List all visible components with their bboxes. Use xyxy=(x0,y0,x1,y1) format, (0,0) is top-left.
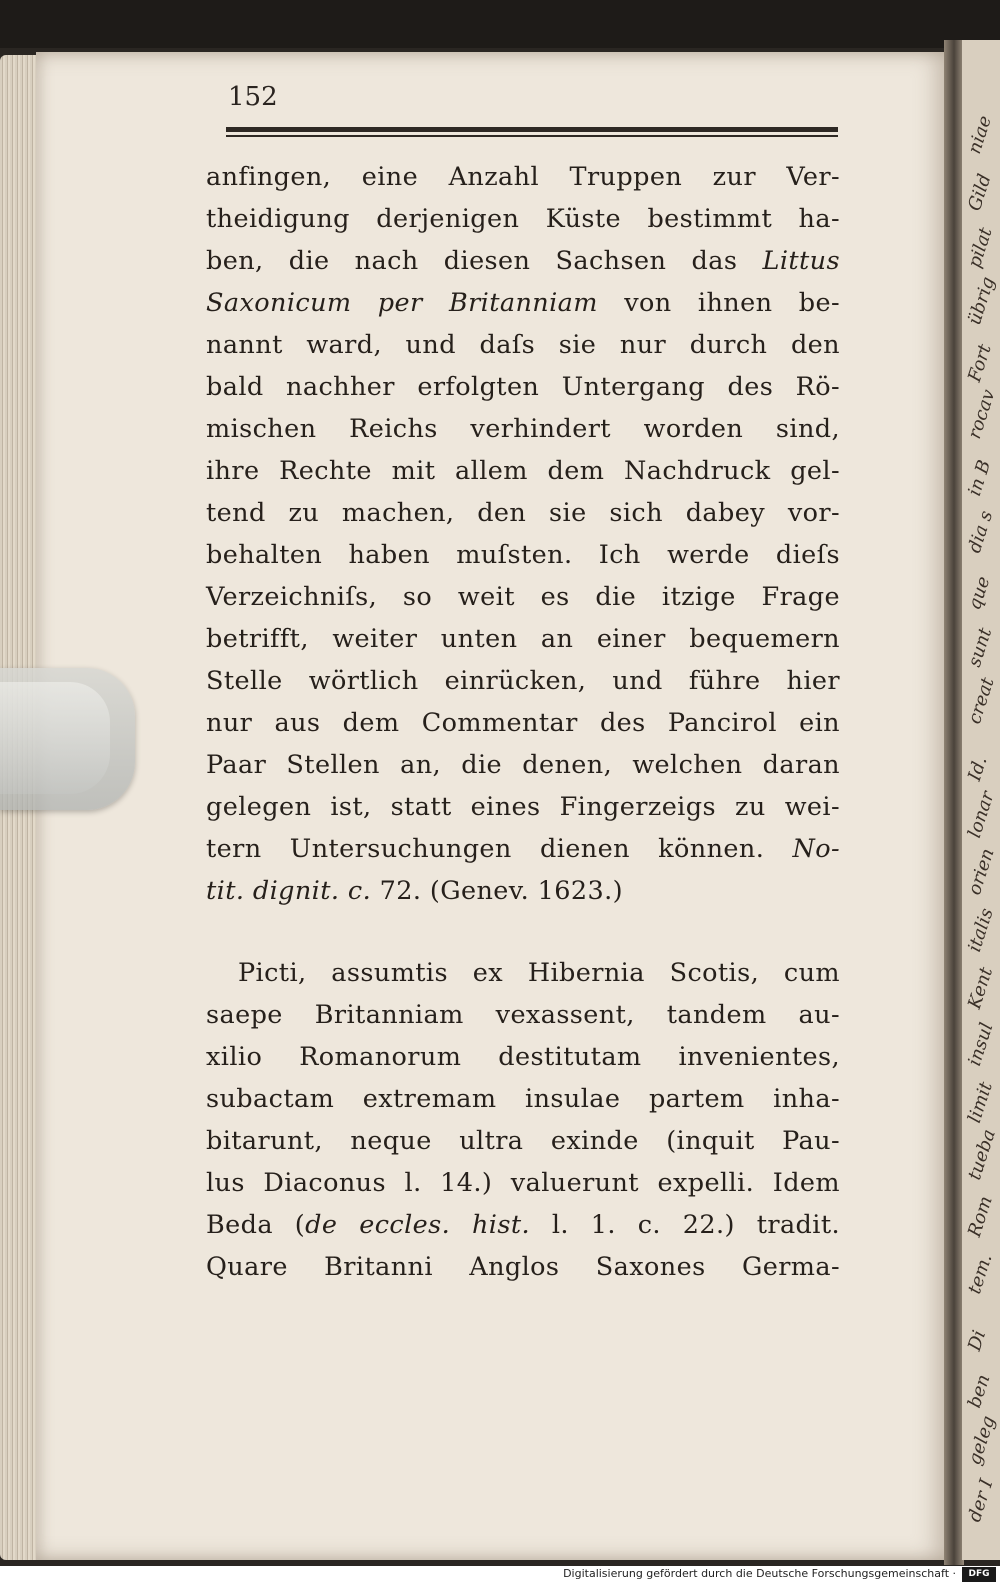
scan-background xyxy=(0,0,1000,48)
facing-page-word: niae xyxy=(964,113,996,157)
text-line xyxy=(206,240,840,282)
facing-page-word: creat xyxy=(964,675,999,727)
facing-page-word: Kent xyxy=(964,964,998,1012)
text-line: Verzeichniſs, so weit es die itzige Frage xyxy=(206,582,840,612)
facing-page-word: geleg xyxy=(964,1413,1000,1468)
text-line: anfingen, eine Anzahl Truppen zur Ver- xyxy=(206,162,840,192)
facing-page-word: dia s xyxy=(964,508,998,556)
facing-page-word: der I xyxy=(964,1476,998,1525)
text-line: saepe Britanniam vexassent, tandem au- xyxy=(206,1000,840,1030)
facing-page-word: que xyxy=(964,573,995,613)
text-line xyxy=(206,282,840,324)
book-gutter xyxy=(944,40,964,1565)
text-span: 72. (Genev. 1623.) xyxy=(379,876,623,906)
text-line xyxy=(206,828,840,870)
page-number: 152 xyxy=(228,82,278,112)
facing-page-word: orien xyxy=(964,845,999,898)
text-line: lus Diaconus l. 14.) valuerunt expelli. Idem xyxy=(206,1168,840,1198)
header-rule-thin xyxy=(226,135,838,137)
facing-page-word: tem. xyxy=(964,1251,997,1297)
page-clip-highlight xyxy=(0,682,110,794)
text-line: behalten haben muſsten. Ich werde dieſs xyxy=(206,540,840,570)
facing-page-word: Fort xyxy=(964,341,996,385)
facing-page-word: in B xyxy=(964,457,996,499)
text-line: Picti, assumtis ex Hibernia Scotis, cum xyxy=(238,958,840,988)
text-line: mischen Reichs verhindert worden sind, xyxy=(206,414,840,444)
text-span: l. 1. c. 22.) tradit. xyxy=(551,1210,840,1240)
facing-page-word: lonar xyxy=(964,788,999,841)
text-line: nannt ward, und daſs sie nur durch den xyxy=(206,330,840,360)
text-line: tend zu machen, den sie sich dabey vor- xyxy=(206,498,840,528)
text-line: nur aus dem Commentar des Pancirol ein xyxy=(206,708,840,738)
text-span: tern Untersuchungen dienen können. xyxy=(206,834,765,864)
text-line xyxy=(206,1204,840,1246)
italic-text: tit. dignit. c. xyxy=(206,876,372,906)
facing-page-word: Di xyxy=(964,1327,991,1354)
facing-page-word: rocav xyxy=(964,387,1000,442)
text-line: Paar Stellen an, die denen, welchen daran xyxy=(206,750,840,780)
header-rule xyxy=(226,127,838,137)
facing-page-word: pilat xyxy=(964,224,997,271)
facing-page-word: Gild xyxy=(964,171,996,214)
dfg-logo: DFG xyxy=(962,1567,996,1582)
facing-page-word: italis xyxy=(964,905,998,955)
facing-page-word: übrig xyxy=(964,274,1000,328)
text-line: xilio Romanorum destitutam invenientes, xyxy=(206,1042,840,1072)
text-line: bitarunt, neque ultra exinde (inquit Pau- xyxy=(206,1126,840,1156)
text-line: ihre Rechte mit allem dem Nachdruck gel- xyxy=(206,456,840,486)
text-line: Stelle wörtlich einrücken, und führe hier xyxy=(206,666,840,696)
facing-page-word: insul xyxy=(964,1020,998,1069)
text-line: Quare Britanni Anglos Saxones Germa- xyxy=(206,1252,840,1282)
italic-text: Saxonicum per Britanniam xyxy=(206,288,598,318)
text-line: subactam extremam insulae partem inha- xyxy=(206,1084,840,1114)
text-line: betrifft, weiter unten an einer bequemern xyxy=(206,624,840,654)
text-line xyxy=(206,870,840,912)
facing-page-word: ben xyxy=(964,1371,995,1411)
footer-credit: Digitalisierung gefördert durch die Deutsche Forschungsgemeinschaft · xyxy=(563,1567,956,1580)
facing-page-word: Id. xyxy=(964,753,992,784)
facing-page-word: sunt xyxy=(964,625,997,670)
italic-text: de eccles. hist. xyxy=(305,1210,530,1240)
facing-page-fragment xyxy=(962,40,1000,1560)
text-line: theidigung derjenigen Küste bestimmt ha- xyxy=(206,204,840,234)
text-line: gelegen ist, statt eines Fingerzeigs zu wei- xyxy=(206,792,840,822)
text-line: bald nachher erfolgten Untergang des Rö- xyxy=(206,372,840,402)
italic-text: No- xyxy=(792,834,840,864)
facing-page-word: tueba xyxy=(964,1126,1000,1183)
facing-page-word: limit xyxy=(964,1079,997,1126)
text-span: ben, die nach diesen Sachsen das xyxy=(206,246,738,276)
page-clip-tab xyxy=(0,668,135,810)
text-span: von ihnen be- xyxy=(624,288,840,318)
header-rule-thick xyxy=(226,127,838,132)
italic-text: Littus xyxy=(762,246,840,276)
text-span: Beda ( xyxy=(206,1210,306,1240)
facing-page-word: Rom xyxy=(964,1193,997,1240)
